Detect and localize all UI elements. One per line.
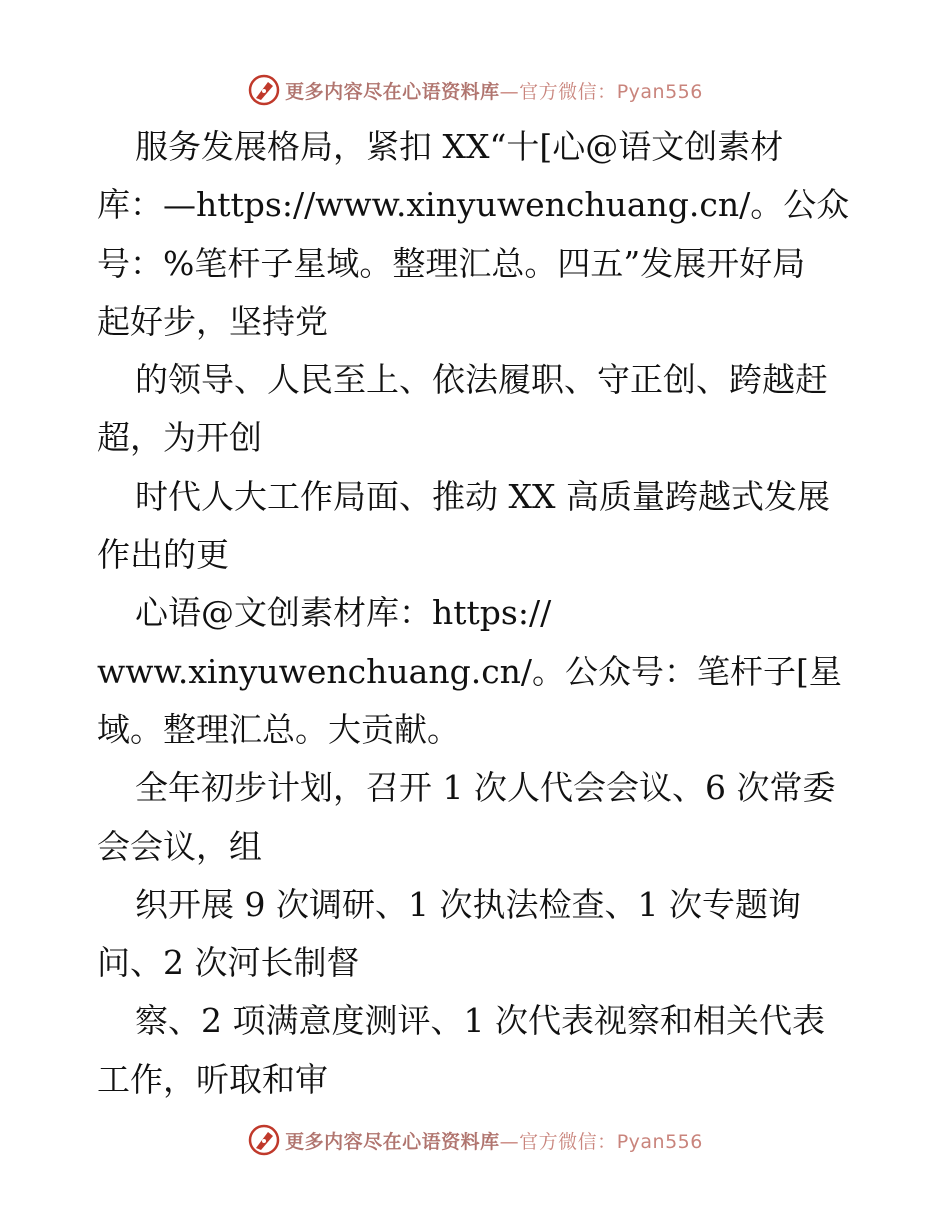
text-line: www.xinyuwenchuang.cn/。公众号：笔杆子[星: [97, 651, 842, 691]
footer-watermark: [0, 1120, 950, 1160]
text-line: 库：—https://www.xinyuwenchuang.cn/。公众: [97, 185, 850, 225]
pen-nib-logo-icon: [247, 73, 281, 107]
watermark-text: [285, 77, 703, 104]
text-line: 织开展 9 次调研、1 次执法检查、1 次专题询: [135, 884, 801, 924]
text-line: 会会议，组: [97, 826, 262, 866]
text-line: 心语@文创素材库：https://: [135, 593, 552, 633]
watermark-text: [285, 1127, 703, 1154]
text-line: 问、2 次河长制督: [97, 943, 360, 983]
text-line: 域。整理汇总。大贡献。: [97, 709, 460, 749]
watermark-site-label: 更多内容尽在心语资料库: [285, 80, 500, 103]
watermark-site-label: 更多内容尽在心语资料库: [285, 1130, 500, 1153]
watermark-separator: —: [499, 1130, 520, 1153]
document-body: [97, 118, 857, 1109]
header-watermark: [0, 70, 950, 110]
text-line: 全年初步计划，召开 1 次人代会会议、6 次常委: [135, 768, 836, 808]
watermark-wechat-id: Pyan556: [616, 80, 703, 103]
watermark-wechat-label: 官方微信：: [519, 80, 617, 103]
text-line: 服务发展格局，紧扣 XX“十[心@语文创素材: [135, 127, 784, 166]
text-line: 的领导、人民至上、依法履职、守正创、跨越赶: [135, 360, 828, 400]
text-line: 超，为开创: [97, 418, 262, 458]
text-line: 作出的更: [97, 535, 229, 575]
text-line: 号：%笔杆子星域。整理汇总。四五”发展开好局: [97, 243, 806, 283]
watermark-separator: —: [499, 80, 520, 103]
text-line: 察、2 项满意度测评、1 次代表视察和相关代表: [135, 1001, 825, 1041]
watermark-wechat-label: 官方微信：: [519, 1130, 617, 1153]
pen-nib-logo-icon: [247, 1123, 281, 1157]
watermark-wechat-id: Pyan556: [616, 1130, 703, 1153]
text-line: 起好步，坚持党: [97, 301, 328, 341]
text-line: 时代人大工作局面、推动 XX 高质量跨越式发展: [135, 476, 830, 516]
text-line: 工作，听取和审: [97, 1059, 328, 1099]
